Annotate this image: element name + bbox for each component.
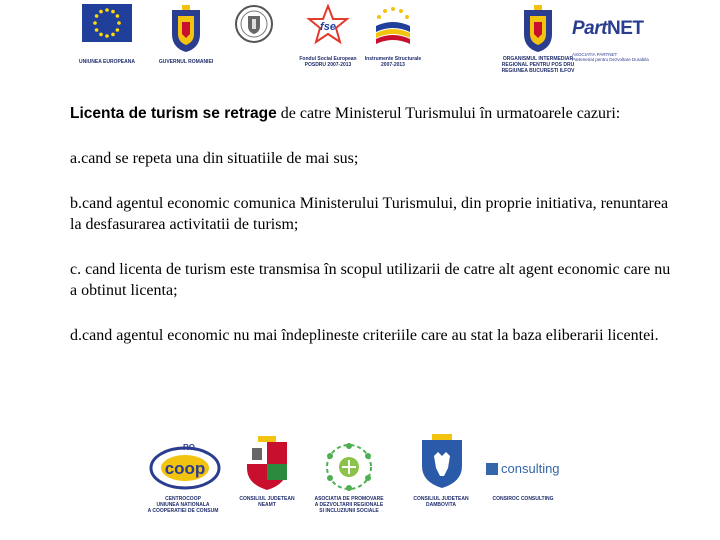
instrumente-structurale-logo [364,4,422,68]
partnet-net-text: NET [606,18,644,39]
eu-logo [79,4,135,65]
consiroc-logo [486,460,560,478]
ministry-seal-logo [234,4,274,49]
partnet-logo [572,18,649,62]
list-item-d: d.cand agentul economic nu mai îndeplineste criteriile care au stat la baza eliberarii licentei. [70,327,659,344]
people-circle-icon [318,440,380,494]
dambovita-logo [420,434,464,495]
neamt-crest-icon [244,434,290,492]
dambovita-caption: CONSILIUL JUDETEAN DAMBOVITA [413,496,469,508]
bottom-logo-strip [140,434,580,520]
fse-caption: Fondul Social European POSDRU 2007-2013 [299,56,357,68]
apdris-caption: ASOCIATIA DE PROMOVARE A DEZVOLTARII REGIONALE SI INCLUZIUNII SOCIALE [314,496,384,514]
fse-star-icon [306,4,350,48]
centrocoop-caption: CENTROCOOP UNIUNEA NATIONALA A COOPERATIEI DE CONSUM [147,496,219,514]
partnet-part-text: Part [572,18,607,39]
oirposdru-logo [501,4,575,74]
heading-bold-text: Licenta de turism se retrage [70,105,277,122]
coop-ro-text: RO [183,443,195,452]
romania-crest-icon [520,4,556,54]
partnet-wordmark [572,18,649,40]
coop-word-text: coop [164,459,206,478]
ministry-seal-icon [234,4,274,44]
consiroc-caption: CONSIROC CONSULTING [492,496,554,502]
instrumente-structurale-icon [370,4,416,48]
consulting-square-icon [486,463,498,475]
list-item-a: a.cand se repeta una din situatiile de mai sus; [70,150,359,167]
fse-mark-text: fse [320,21,336,33]
oirposdru-caption: ORGANISMUL INTERMEDIAR REGIONAL PENTRU POS DRU REGIUNEA BUCURESTI ILFOV [501,56,575,74]
list-item-c: c. cand licenta de turism este transmisa în scopul utilizarii de catre alt agent economic care nu a obtinut licenta; [70,261,671,299]
coop-icon [148,438,222,494]
instrumente-caption: Instrumente Structurale 2007-2013 [364,56,422,68]
document-body [70,103,680,346]
top-logo-strip [64,4,652,78]
eu-caption: UNIUNEA EUROPEANA [79,59,135,65]
fse-logo [299,4,357,68]
romania-coat-of-arms-icon [168,4,204,54]
neamt-caption: CONSILIUL JUDETEAN NEAMT [239,496,295,508]
heading-rest-text: de catre Ministerul Turismului în urmatoarele cazuri: [276,105,621,122]
consulting-wordmark: consulting [501,461,560,476]
government-logo [158,4,214,65]
apdris-logo [318,440,380,499]
document-heading [70,103,680,124]
government-caption: GUVERNUL ROMANIEI [158,59,214,65]
dambovita-crest-icon [420,434,464,490]
centrocoop-logo [148,438,222,499]
eu-flag-icon [82,4,132,42]
partnet-caption: ASOCIATIA PARTNET Parteneriat pentru Dezvoltare Durabila [572,52,649,62]
list-item-b: b.cand agentul economic comunica Ministerului Turismului, din proprie initiativa, renuntarea la desfasurarea activitatii de turism; [70,195,669,233]
neamt-logo [244,434,290,497]
